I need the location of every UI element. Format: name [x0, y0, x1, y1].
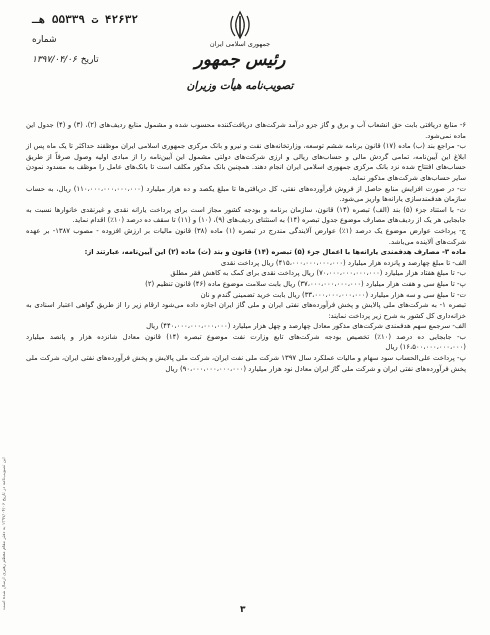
- paragraph: پ- تا مبلغ سی و هفت هزار میلیارد (۳۷،۰۰۰،۰۰۰،۰۰۰،۰۰۰) ریال بابت سلامت موضوع ماده (۴۶) قانون تنظیم (۲): [145, 279, 466, 288]
- paragraph: ب- مراجع بند (ب) ماده (۱۷) قانون برنامه ششم توسعه، وزارتخانه‌های نفت و نیرو و بانک مرکزی جمهوری اسلامی ایران موظفند حداکثر تا یک ماه پس از ابلاغ این آیین‌نامه، تمامی گردش مالی و حساب‌های ریالی و ارزی شرکت‌های دولتی مشمول این آیین‌نامه را از مبادی اولیه وصول صرفاً از طریق حساب‌های افتتاح شده نزد بانک مرکزی جمهوری اسلامی ایران انجام دهند. همچنین بانک مذکور مکلف است تا بانک‌های عامل را موظف به مسدود نمودن سایر حساب‌های شرکت‌های مذکور نماید.: [26, 142, 466, 182]
- side-margin-note: این تصویب‌نامه در تاریخ ۱۳۹۷/۰۴/۰۶ به دفتر مقام معظم رهبری ارسال شده است: [2, 457, 7, 610]
- paragraph: پ- پرداخت علی‌الحساب سود سهام و مالیات عملکرد سال ۱۳۹۷ شرکت ملی نفت ایران، شرکت ملی پالایش و پخش فرآورده‌های نفتی ایران، شرکت ملی پخش فرآورده‌های نفتی ایران و شرکت ملی گاز ایران معادل نود هزار میلیارد (۹۰،۰۰۰،۰۰۰،۰۰۰،۰۰۰) ریال: [26, 354, 466, 373]
- republic-label: جمهوری اسلامی ایران: [209, 40, 271, 48]
- paragraph: ج- پرداخت عوارض موضوع یک درصد (۱٪) عوارض آلایندگی مندرج در تبصره (۱) ماده (۳۸) قانون مالیات بر ارزش افزوده - مصوب ۱۳۸۷- بر عهده شرکت‌های آلاینده می‌باشد.: [26, 226, 467, 246]
- president-title: رئیس جمهور: [194, 50, 286, 70]
- paragraph: ث- با استناد جزء (۵) بند (الف) تبصره (۱۴) قانون، سازمان برنامه و بودجه کشور مجاز است برای پرداخت یارانه نقدی و غیرنقدی خانوارها نسبت به جابجایی هر یک از ردیف‌های مصارف موضوع جدول تبصره (۱۴) به استثنای ردیف‌های (۹)، (۱۰) و (۱۱) تا سقف ده درصد (۱۰٪) اقدام نماید.: [26, 205, 466, 225]
- header-meta: [32, 10, 142, 70]
- date-label: تاریخ: [80, 55, 99, 65]
- date-row: [32, 50, 142, 70]
- letter-number: ۴۲۶۳۲ ت ۵۵۳۳۹ هـ: [32, 13, 138, 26]
- paragraph: ت- در صورت افزایش منابع حاصل از فروش فرآورده‌های نفتی، کل دریافتی‌ها تا مبلغ یکصد و ده هزار میلیارد (۱۱۰،۰۰۰،۰۰۰،۰۰۰،۰۰۰) ریال، به حساب سازمان هدفمندسازی یارانه‌ها واریز می‌شود.: [26, 184, 466, 204]
- paragraph: ۶- منابع دریافتی بابت حق انشعاب آب و برق و گاز جزو درآمد شرکت‌های دریافت‌کننده محسوب شده و مشمول منابع ردیف‌های (۲)، (۳) و (۴) جدول این ماده نمی‌شود.: [26, 121, 467, 140]
- page-number: ۳: [240, 605, 246, 615]
- iran-emblem-icon: [227, 10, 253, 40]
- date-value: ۱۳۹۷/۰۴/۰۶: [32, 55, 77, 65]
- note-heading: تبصره ۱- به شرکت‌های ملی پالایش و پخش فرآورده‌های نفتی ایران و ملی گاز ایران اجازه داده می‌شود ارقام زیر را از طریق گواهی اعتبار اسنادی به خزانه‌داری کل کشور به شرح زیر پرداخت نمایند:: [26, 301, 466, 320]
- paragraph: ت- تا مبلغ سی و سه هزار میلیارد (۳۳،۰۰۰،۰۰۰،۰۰۰،۰۰۰) ریال بابت خرید تضمینی گندم و نان: [200, 290, 466, 299]
- number-label-row: [32, 30, 142, 50]
- number-label: شماره: [32, 35, 57, 45]
- document-subtitle: تصویب‌نامه هیأت وزیران: [186, 80, 294, 92]
- article-heading: ماده ۳- مصارف هدفمندی یارانه‌ها با اعمال جزء (۵) تبصره (۱۴) قانون و بند (ث) ماده (۲) این آیین‌نامه، عبارتند از:: [84, 248, 466, 257]
- document-body: [26, 120, 466, 374]
- paragraph: الف- سرجمع سهم هدفمندی شرکت‌های مذکور معادل چهارصد و چهل هزار میلیارد (۴۴۰،۰۰۰،۰۰۰،۰۰۰،۰۰۰) ریال: [146, 322, 466, 331]
- paragraph: الف- تا مبلغ چهارصد و پانزده هزار میلیارد (۴۱۵،۰۰۰،۰۰۰،۰۰۰،۰۰۰) ریال پرداخت نقدی: [220, 258, 466, 267]
- letter-number-row: [32, 10, 142, 30]
- paragraph: ب- تا مبلغ هفتاد هزار میلیارد (۷۰،۰۰۰،۰۰۰،۰۰۰،۰۰۰) ریال پرداخت نقدی برای کمک به کاهش فقر مطلق: [170, 269, 466, 278]
- paragraph: ب- جابجایی ده درصد (۱۰٪) تخصیص بودجه شرکت‌های تابع وزارت نفت موضوع تبصره (۱۴) قانون معادل شانزده هزار و پانصد میلیارد (۱۶،۵۰۰،۰۰۰،۰۰۰،۰۰۰) ریال: [26, 332, 466, 352]
